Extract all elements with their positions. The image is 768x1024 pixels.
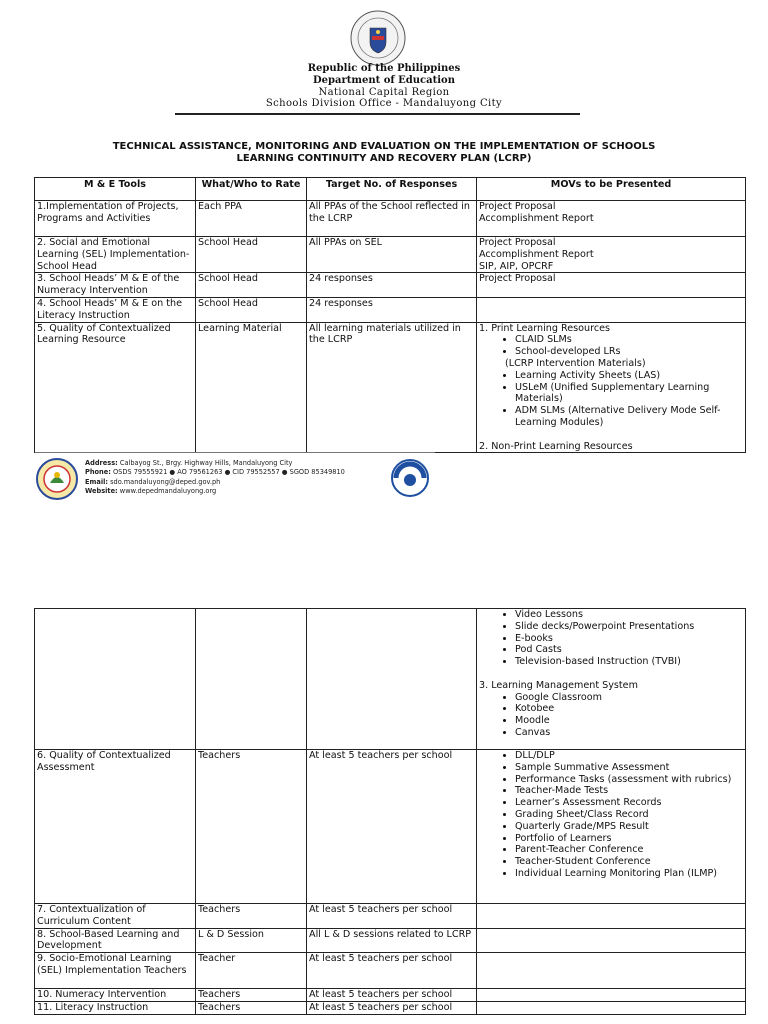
header-me-tools: M & E Tools (35, 178, 196, 201)
list-item: • Quarterly Grade/MPS Result (515, 821, 743, 833)
target-cell: At least 5 teachers per school (307, 750, 477, 904)
list-item: • Slide decks/Powerpoint Presentations (515, 621, 743, 633)
division-seal-icon (36, 458, 78, 500)
document-title-line1: TECHNICAL ASSISTANCE, MONITORING AND EVALUATION ON THE IMPLEMENTATION OF SCHOOLS (112, 141, 656, 152)
movs-cell (477, 750, 746, 904)
table-row (35, 273, 746, 298)
movs-cell (477, 1001, 746, 1014)
tool-cell: 6. Quality of Contextualized Assessment (35, 750, 196, 904)
division-name: Schools Division Office - Mandaluyong City (265, 98, 503, 109)
list-item: • Kotobee (515, 703, 743, 715)
tool-cell: 10. Numeracy Intervention (35, 989, 196, 1002)
table-row (35, 989, 746, 1002)
tool-cell: 2. Social and Emotional Learning (SEL) Implementation- School Head (35, 237, 196, 273)
lms-list (479, 692, 743, 739)
document-title-line2: LEARNING CONTINUITY AND RECOVERY PLAN (LCRP) (236, 153, 532, 164)
target-cell: At least 5 teachers per school (307, 953, 477, 989)
mov-item: Project Proposal (479, 237, 556, 248)
target-cell: At least 5 teachers per school (307, 904, 477, 929)
list-item: • Sample Summative Assessment (515, 762, 743, 774)
header-target: Target No. of Responses (307, 178, 477, 201)
list-item: • E-books (515, 633, 743, 645)
target-cell: All PPAs of the School reflected in the LCRP (307, 201, 477, 237)
who-cell: Teachers (196, 750, 307, 904)
who-cell: School Head (196, 273, 307, 298)
who-cell: L & D Session (196, 928, 307, 953)
header-divider (175, 113, 580, 115)
target-cell: All L & D sessions related to LCRP (307, 928, 477, 953)
list-item: • Google Classroom (515, 692, 743, 704)
nonprint-resources-list (479, 609, 743, 668)
list-item: • DLL/DLP (515, 750, 743, 762)
movs-cell: Project Proposal (477, 273, 746, 298)
footer-divider (35, 452, 435, 453)
list-item: • Teacher-Made Tests (515, 785, 743, 797)
address-text: Calbayog St., Brgy. Highway Hills, Mandaluyong City (119, 459, 293, 467)
table-row (35, 297, 746, 322)
email-label: Email: (85, 477, 108, 486)
mov-item: Accomplishment Report (479, 248, 594, 260)
tool-cell: 9. Socio-Emotional Learning (SEL) Implementation Teachers (35, 953, 196, 989)
table-row (35, 904, 746, 929)
table-row (35, 322, 746, 453)
print-resources-list (479, 334, 743, 358)
who-cell (196, 609, 307, 750)
who-cell: Teachers (196, 989, 307, 1002)
target-cell: 24 responses (307, 273, 477, 298)
who-cell: Teacher (196, 953, 307, 989)
address-label: Address: (85, 459, 118, 467)
table-row (35, 750, 746, 904)
tool-cell: 8. School-Based Learning and Development (35, 928, 196, 953)
movs-cell (477, 953, 746, 989)
country-name: Republic of the Philippines (307, 63, 461, 74)
tool-cell: 4. School Heads’ M & E on the Literacy Instruction (35, 297, 196, 322)
who-cell: School Head (196, 297, 307, 322)
header-what-who: What/Who to Rate (196, 178, 307, 201)
target-cell: At least 5 teachers per school (307, 1001, 477, 1014)
list-item: • Grading Sheet/Class Record (515, 809, 743, 821)
lms-heading: 3. Learning Management System (479, 679, 638, 691)
table-header-row (35, 178, 746, 201)
table-row (35, 609, 746, 750)
who-cell: Teachers (196, 904, 307, 929)
tool-cell: 7. Contextualization of Curriculum Content (35, 904, 196, 929)
table-row (35, 928, 746, 953)
list-item: • USLeM (Unified Supplementary Learning Materials) (515, 382, 743, 406)
movs-cell (477, 201, 746, 237)
list-item: • Teacher-Student Conference (515, 856, 743, 868)
print-resources-list-rest (479, 370, 743, 429)
department-name: Department of Education (313, 75, 455, 86)
movs-cell (477, 237, 746, 273)
tool-cell: 1.Implementation of Projects, Programs and Activities (35, 201, 196, 237)
list-item: • Television-based Instruction (TVBI) (515, 656, 743, 668)
me-tools-table (34, 177, 746, 453)
who-cell: Learning Material (196, 322, 307, 453)
region-name: National Capital Region (318, 87, 450, 98)
print-resources-heading: 1. Print Learning Resources (479, 322, 611, 334)
nonprint-resources-heading: 2. Non-Print Learning Resources (479, 440, 633, 452)
who-cell: Each PPA (196, 201, 307, 237)
list-item: • Canvas (515, 727, 743, 739)
tool-cell: 3. School Heads’ M & E of the Numeracy Intervention (35, 273, 196, 298)
list-item: • Learner’s Assessment Records (515, 797, 743, 809)
phone-label: Phone: (85, 468, 111, 477)
movs-cell (477, 322, 746, 453)
who-cell: Teachers (196, 1001, 307, 1014)
movs-cell (477, 609, 746, 750)
iso-certification-icon (390, 458, 430, 498)
target-cell (307, 609, 477, 750)
list-item: • Moodle (515, 715, 743, 727)
website-text: www.depedmandaluyong.org (119, 487, 217, 496)
who-cell: School Head (196, 237, 307, 273)
target-cell: 24 responses (307, 297, 477, 322)
table-row (35, 237, 746, 273)
list-item: • Parent-Teacher Conference (515, 844, 743, 856)
table-row (35, 953, 746, 989)
target-cell: At least 5 teachers per school (307, 989, 477, 1002)
header-movs: MOVs to be Presented (477, 178, 746, 201)
assessment-movs-list (479, 750, 743, 880)
tool-cell: 11. Literacy Instruction (35, 1001, 196, 1014)
website-label: Website: (85, 487, 118, 496)
mov-item: Accomplishment Report (479, 212, 594, 224)
movs-cell (477, 904, 746, 929)
me-tools-table-continued (34, 608, 746, 1015)
email-text: sdo.mandaluyong@deped.gov.ph (110, 477, 221, 486)
mov-item: SIP, AIP, OPCRF (479, 260, 554, 272)
table-row (35, 201, 746, 237)
list-item: • Learning Activity Sheets (LAS) (515, 370, 743, 382)
list-item: • School-developed LRs (515, 346, 743, 358)
phone-text: OSDS 79555921 ● AO 79561263 ● CID 79552557 ● SGOD 85349810 (112, 468, 345, 477)
list-item: • Portfolio of Learners (515, 833, 743, 845)
list-item: • ADM SLMs (Alternative Delivery Mode Self-Learning Modules) (515, 405, 743, 429)
list-item: • CLAID SLMs (515, 334, 743, 346)
tool-cell: 5. Quality of Contextualized Learning Resource (35, 322, 196, 453)
list-item: • Pod Casts (515, 644, 743, 656)
tool-cell (35, 609, 196, 750)
list-item: • Video Lessons (515, 609, 743, 621)
target-cell: All PPAs on SEL (307, 237, 477, 273)
footer-contact-info (85, 459, 345, 497)
movs-cell (477, 989, 746, 1002)
movs-cell (477, 928, 746, 953)
mov-item: Project Proposal (479, 201, 556, 212)
print-resources-note: (LCRP Intervention Materials) (505, 357, 646, 369)
list-item: • Individual Learning Monitoring Plan (ILMP) (515, 868, 743, 880)
target-cell: All learning materials utilized in the LCRP (307, 322, 477, 453)
deped-seal-icon (350, 10, 406, 66)
movs-cell (477, 297, 746, 322)
list-item: • Performance Tasks (assessment with rubrics) (515, 774, 743, 786)
table-row (35, 1001, 746, 1014)
